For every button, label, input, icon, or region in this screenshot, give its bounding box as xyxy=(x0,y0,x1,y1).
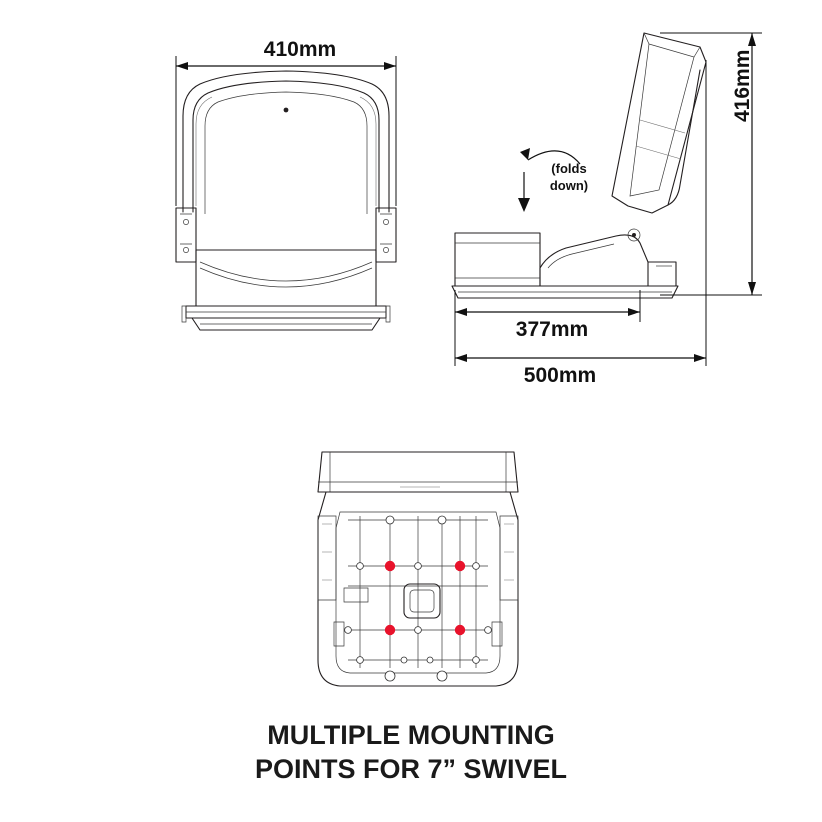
swivel-mount-points xyxy=(385,561,465,635)
front-width-value: 410mm xyxy=(263,38,337,61)
side-height-dimension-label xyxy=(731,50,755,122)
side-depth-dimension-label xyxy=(492,318,612,342)
caption-line-2: POINTS FOR 7” SWIVEL xyxy=(254,754,568,784)
front-width-dimension xyxy=(176,56,396,206)
side-height-value: 416mm xyxy=(731,49,754,122)
caption-line-1: MULTIPLE MOUNTING xyxy=(267,720,555,750)
side-depth-value: 377mm xyxy=(515,318,589,341)
top-view-geometry xyxy=(318,452,518,686)
side-overall-depth-value: 500mm xyxy=(523,364,597,387)
front-view-geometry xyxy=(176,71,396,330)
folds-down-line-2: down) xyxy=(549,178,589,193)
front-width-dimension-label xyxy=(240,38,360,62)
folds-down-line-1: (folds xyxy=(551,161,587,176)
diagram-caption xyxy=(0,718,822,786)
folds-down-annotation xyxy=(534,160,604,194)
side-overall-depth-dimension-label xyxy=(500,364,620,388)
